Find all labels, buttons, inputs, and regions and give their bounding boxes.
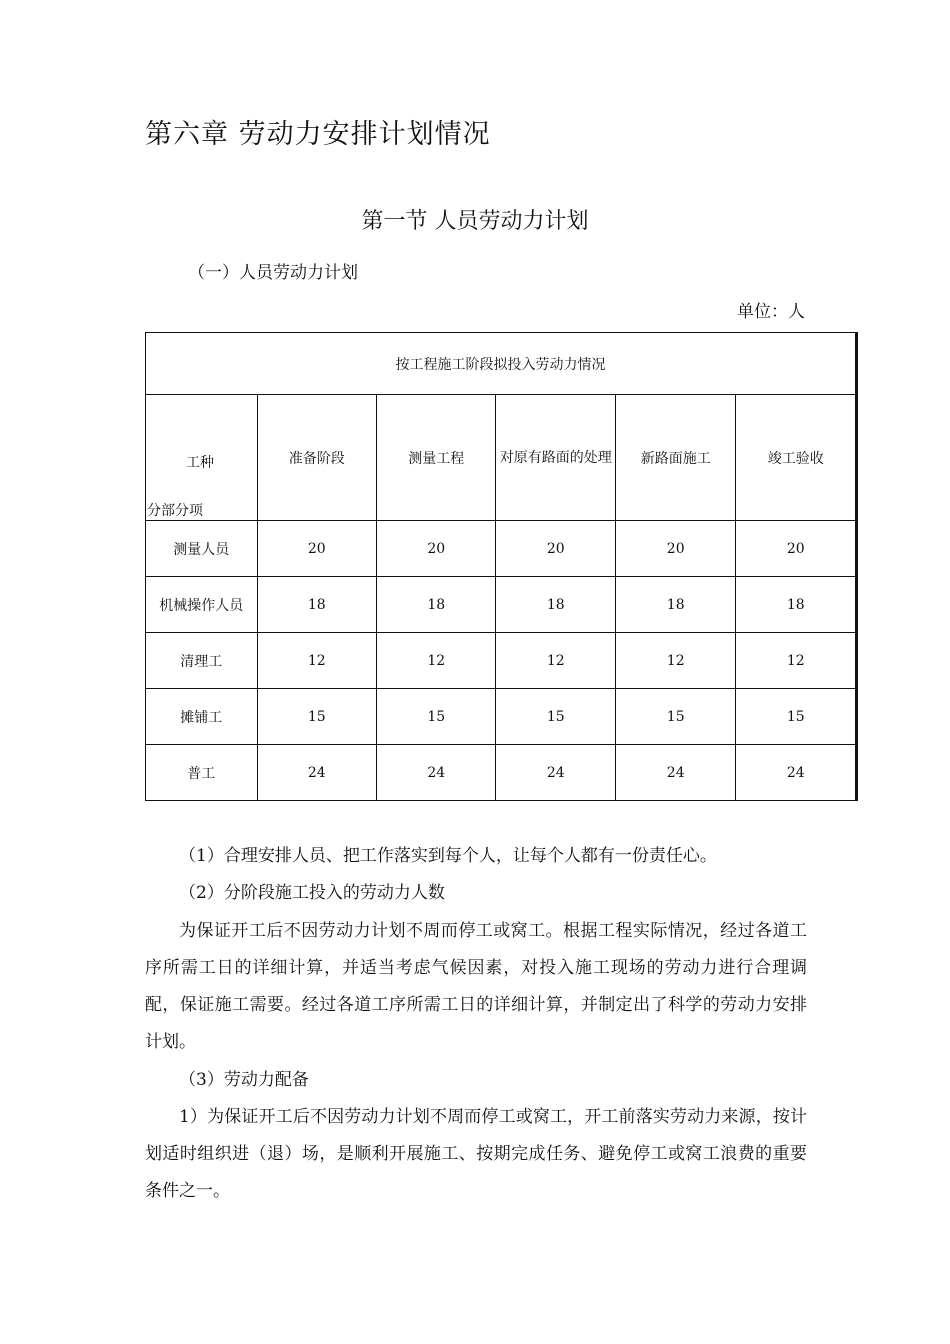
table-cell: 18 (615, 577, 735, 633)
paragraph-3: 为保证开工后不因劳动力计划不周而停工或窝工。根据工程实际情况，经过各道工序所需工日的详细计算，并适当考虑气候因素，对投入施工现场的劳动力进行合理调配，保证施工需要。经过各道工序所需工日的详细计算，并制定出了科学的劳动力安排计划。 (145, 921, 807, 1052)
row-label: 清理工 (146, 633, 258, 689)
table-cell: 24 (615, 745, 735, 801)
row-label: 摊铺工 (146, 689, 258, 745)
table-cell: 15 (496, 689, 615, 745)
column-header: 新路面施工 (615, 395, 735, 521)
corner-label-bottom: 分部分项 (147, 503, 203, 519)
table-cell: 12 (496, 633, 615, 689)
table-cell: 18 (377, 577, 496, 633)
row-label: 普工 (146, 745, 258, 801)
corner-label-top: 工种 (186, 455, 214, 471)
table-cell: 20 (496, 521, 615, 577)
paragraph-5: 1）为保证开工后不因劳动力计划不周而停工或窝工，开工前落实劳动力来源，按计划适时组织进（退）场，是顺利开展施工、按期完成任务、避免停工或窝工浪费的重要条件之一。 (145, 1107, 807, 1201)
table-cell: 24 (377, 745, 496, 801)
subsection-title: （一）人员劳动力计划 (188, 263, 358, 283)
table-cell: 15 (377, 689, 496, 745)
column-header: 竣工验收 (736, 395, 856, 521)
table-cell: 12 (615, 633, 735, 689)
table-cell: 20 (615, 521, 735, 577)
labor-plan-table (145, 332, 856, 801)
table-cell: 24 (257, 745, 376, 801)
table-caption-row (146, 333, 856, 395)
column-header: 准备阶段 (257, 395, 376, 521)
table-cell: 24 (496, 745, 615, 801)
table-header-row (146, 395, 856, 521)
table-row (146, 577, 856, 633)
table-cell: 20 (377, 521, 496, 577)
section-title: 第一节 人员劳动力计划 (361, 209, 589, 234)
corner-cell (146, 395, 258, 521)
column-header: 测量工程 (377, 395, 496, 521)
table-row (146, 745, 856, 801)
row-label: 测量人员 (146, 521, 258, 577)
table-cell: 15 (615, 689, 735, 745)
chapter-title: 第六章 劳动力安排计划情况 (145, 119, 491, 150)
table-cell: 12 (377, 633, 496, 689)
table-cell: 20 (736, 521, 856, 577)
paragraph-1: （1）合理安排人员、把工作落实到每个人，让每个人都有一份责任心。 (179, 846, 717, 866)
table-row (146, 521, 856, 577)
table-cell: 24 (736, 745, 856, 801)
table-cell: 18 (496, 577, 615, 633)
table-row (146, 633, 856, 689)
table-caption: 按工程施工阶段拟投入劳动力情况 (146, 333, 856, 395)
table-cell: 12 (736, 633, 856, 689)
table-row (146, 689, 856, 745)
table-cell: 18 (736, 577, 856, 633)
row-label: 机械操作人员 (146, 577, 258, 633)
table-cell: 15 (736, 689, 856, 745)
table-cell: 12 (257, 633, 376, 689)
paragraph-4: （3）劳动力配备 (179, 1070, 309, 1090)
unit-label: 单位：人 (737, 302, 805, 322)
column-header: 对原有路面的处理 (496, 395, 615, 521)
table-cell: 18 (257, 577, 376, 633)
table-cell: 20 (257, 521, 376, 577)
paragraph-2: （2）分阶段施工投入的劳动力人数 (179, 883, 445, 903)
table-cell: 15 (257, 689, 376, 745)
